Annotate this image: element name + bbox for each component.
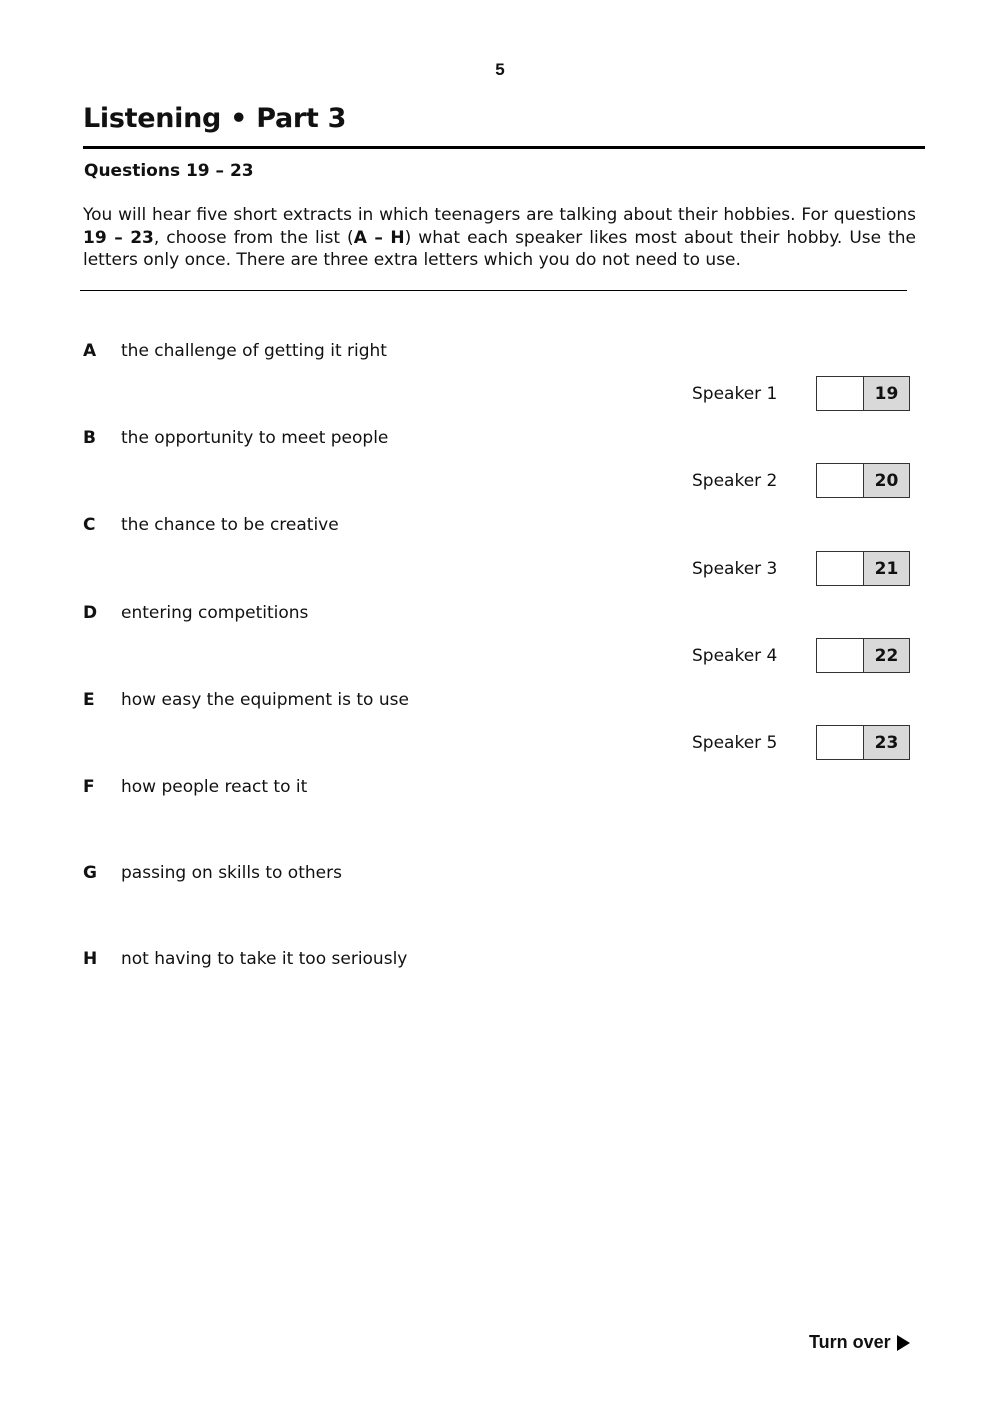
speaker-5-answer-input[interactable] bbox=[817, 726, 864, 759]
instructions-text-1: You will hear five short extracts in which teenagers are talking about their hobbies. For questions bbox=[83, 205, 916, 225]
instructions-divider bbox=[80, 290, 907, 291]
speaker-2-label: Speaker 2 bbox=[692, 471, 778, 491]
option-h bbox=[83, 949, 407, 969]
speaker-2-answer-box bbox=[816, 463, 910, 498]
instructions-text-2: , choose from the list ( bbox=[153, 227, 354, 248]
speaker-4-label: Speaker 4 bbox=[692, 646, 778, 666]
option-text: passing on skills to others bbox=[121, 863, 342, 883]
turn-over-label: Turn over bbox=[809, 1332, 891, 1352]
option-letter: D bbox=[83, 603, 98, 623]
option-d bbox=[83, 603, 308, 623]
instructions bbox=[83, 204, 916, 272]
option-b bbox=[83, 428, 388, 448]
option-text: the opportunity to meet people bbox=[121, 428, 389, 448]
speaker-4-answer-input[interactable] bbox=[817, 639, 864, 672]
speaker-3-answer-input[interactable] bbox=[817, 552, 864, 585]
question-number: 19 bbox=[864, 377, 909, 410]
instructions-letters: A – H bbox=[353, 227, 405, 248]
speaker-5-label: Speaker 5 bbox=[692, 733, 778, 753]
speaker-4-answer-box bbox=[816, 638, 910, 673]
option-text: not having to take it too seriously bbox=[121, 949, 408, 969]
option-text: entering competitions bbox=[121, 603, 309, 623]
speaker-3-label: Speaker 3 bbox=[692, 559, 778, 579]
title-divider bbox=[83, 146, 925, 149]
option-text: how people react to it bbox=[121, 777, 308, 797]
instructions-range: 19 – 23 bbox=[83, 227, 154, 248]
option-text: the challenge of getting it right bbox=[121, 341, 387, 361]
speaker-3-answer-box bbox=[816, 551, 910, 586]
question-number: 23 bbox=[864, 726, 909, 759]
speaker-1-answer-box bbox=[816, 376, 910, 411]
question-number: 21 bbox=[864, 552, 909, 585]
option-g bbox=[83, 863, 342, 883]
option-letter: C bbox=[83, 515, 96, 535]
option-c bbox=[83, 515, 339, 535]
option-f bbox=[83, 777, 307, 797]
option-letter: E bbox=[83, 690, 95, 710]
turn-over bbox=[809, 1332, 910, 1353]
option-a bbox=[83, 341, 387, 361]
option-letter: B bbox=[83, 428, 96, 448]
page-number: 5 bbox=[495, 60, 505, 79]
option-letter: F bbox=[83, 777, 95, 797]
triangle-right-icon bbox=[897, 1335, 910, 1351]
option-letter: G bbox=[83, 863, 97, 883]
speaker-1-label: Speaker 1 bbox=[692, 384, 778, 404]
instructions-text-3: ) what each speaker likes most about their hobby. Use the letters only once. There are three extra letters which you do not need to use. bbox=[83, 227, 917, 270]
option-letter: H bbox=[83, 949, 98, 969]
speaker-2-answer-input[interactable] bbox=[817, 464, 864, 497]
option-text: the chance to be creative bbox=[121, 515, 339, 535]
section-title: Listening • Part 3 bbox=[83, 103, 347, 134]
option-text: how easy the equipment is to use bbox=[121, 690, 409, 710]
question-number: 20 bbox=[864, 464, 909, 497]
questions-heading: Questions 19 – 23 bbox=[84, 161, 254, 181]
speaker-5-answer-box bbox=[816, 725, 910, 760]
speaker-1-answer-input[interactable] bbox=[817, 377, 864, 410]
option-letter: A bbox=[83, 341, 97, 361]
option-e bbox=[83, 690, 409, 710]
question-number: 22 bbox=[864, 639, 909, 672]
